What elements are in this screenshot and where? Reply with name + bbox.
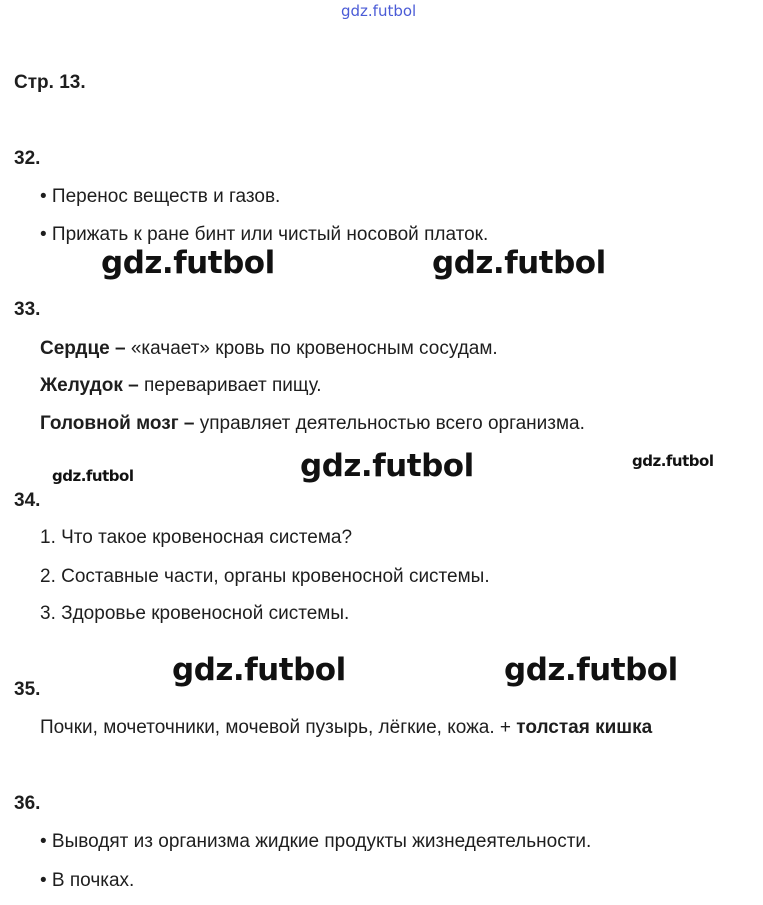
watermark: gdz.futbol [432, 245, 606, 281]
watermark: gdz.futbol [300, 448, 474, 484]
question-34-item: 1. Что такое кровеносная система? [40, 527, 353, 548]
question-33-row [40, 338, 498, 360]
watermark-top: gdz.futbol [341, 2, 417, 20]
question-32-number: 32. [14, 148, 41, 169]
question-34-item: 2. Составные части, органы кровеносной системы. [40, 566, 490, 587]
organ-term: Головной мозг – [40, 413, 195, 434]
organ-term: Сердце – [40, 338, 126, 359]
page-label: Стр. 13. [14, 72, 86, 93]
question-34-item: 3. Здоровье кровеносной системы. [40, 603, 350, 624]
question-32-item: • Прижать к ране бинт или чистый носовой платок. [40, 224, 489, 245]
organ-term: Желудок – [40, 375, 139, 396]
watermark: gdz.futbol [504, 652, 678, 688]
question-33-number: 33. [14, 299, 41, 320]
question-33-row [40, 413, 585, 435]
watermark: gdz.futbol [172, 652, 346, 688]
question-36-item: • В почках. [40, 870, 135, 891]
organ-function: управляет деятельностью всего организма. [194, 413, 585, 434]
organ-function: «качает» кровь по кровеносным сосудам. [125, 338, 498, 359]
question-36-item: • Выводят из организма жидкие продукты жизнедеятельности. [40, 831, 592, 852]
question-35-number: 35. [14, 679, 41, 700]
watermark: gdz.futbol [101, 245, 275, 281]
watermark: gdz.futbol [632, 452, 714, 470]
question-34-number: 34. [14, 490, 41, 511]
organ-function: переваривает пищу. [138, 375, 322, 396]
question-35-answer [40, 717, 652, 739]
question-33-row [40, 375, 322, 397]
question-36-number: 36. [14, 793, 41, 814]
question-32-item: • Перенос веществ и газов. [40, 186, 281, 207]
answer-text: Почки, мочеточники, мочевой пузырь, лёгкие, кожа. + [40, 717, 517, 738]
answer-bold-text: толстая кишка [516, 717, 653, 738]
watermark: gdz.futbol [52, 467, 134, 485]
